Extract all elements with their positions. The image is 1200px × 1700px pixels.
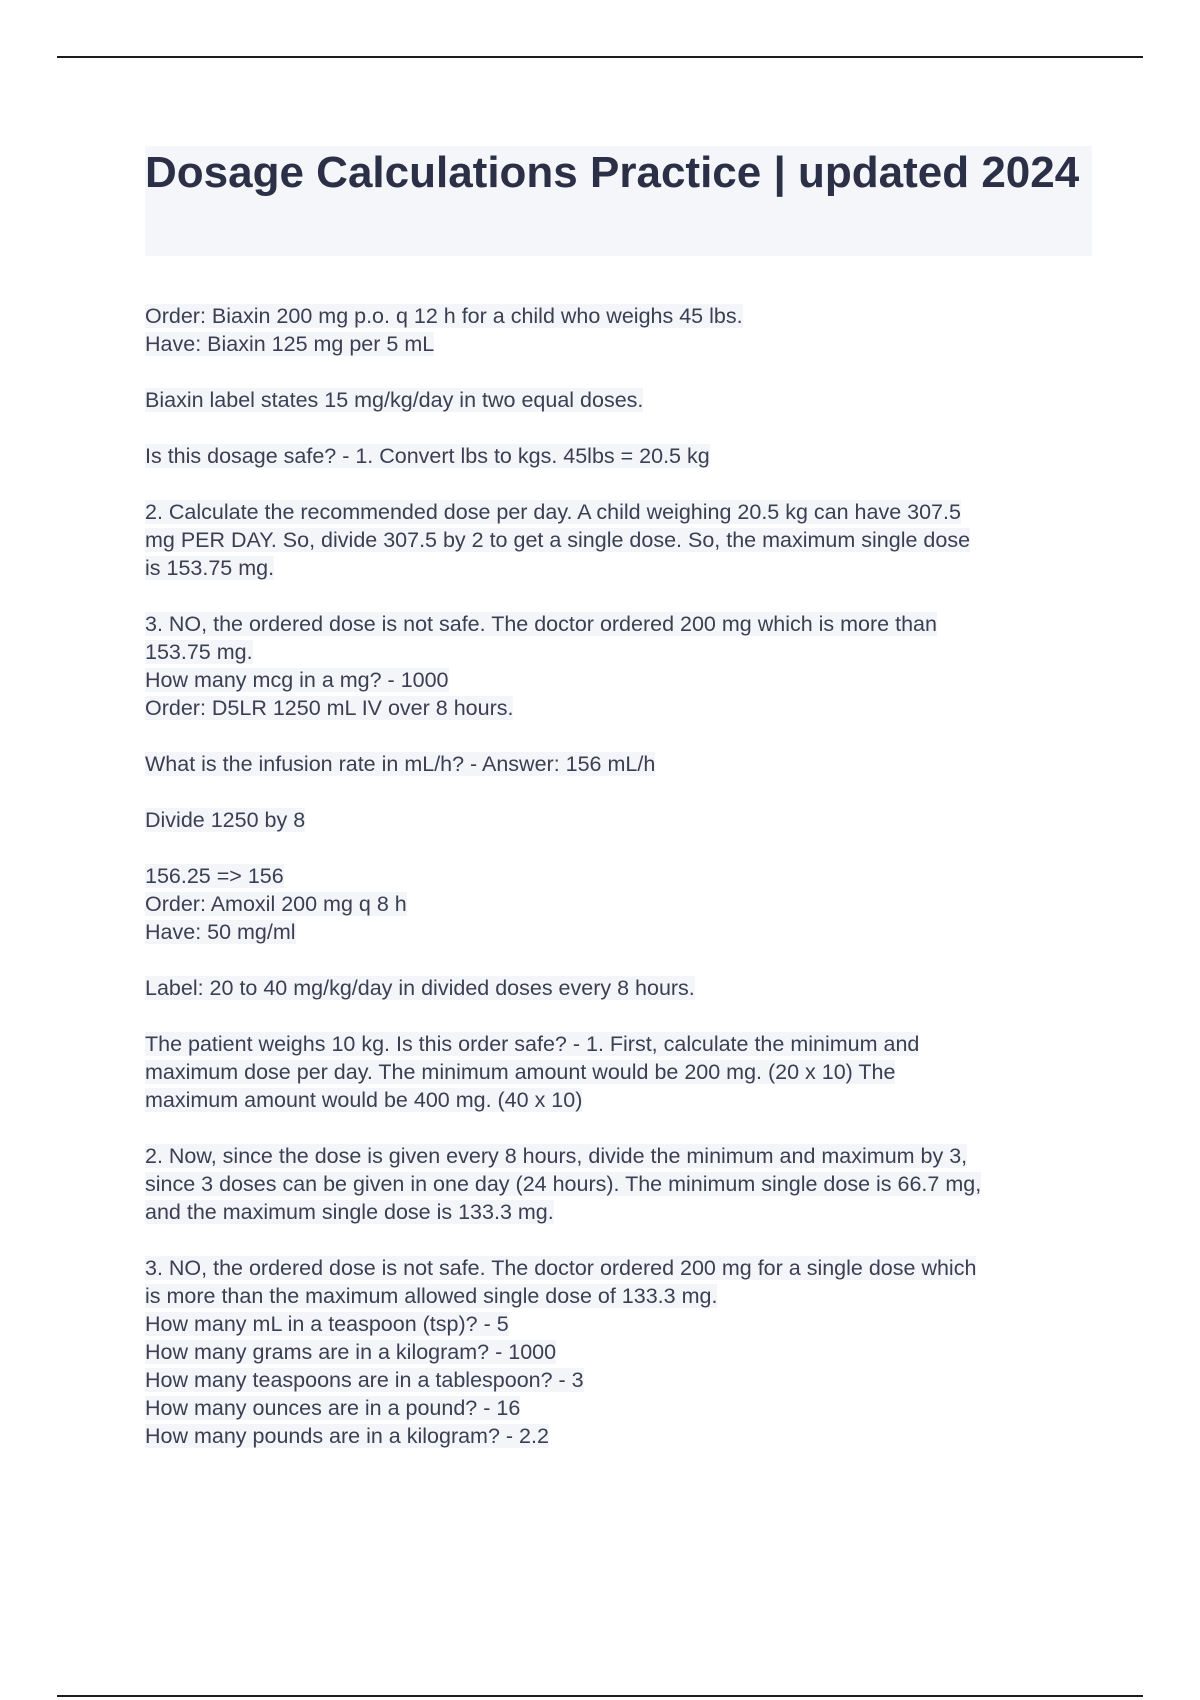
text-line: since 3 doses can be given in one day (24 hours). The minimum single dose is 66.7 mg,: [145, 1172, 982, 1196]
text-line: How many grams are in a kilogram? - 1000: [145, 1340, 557, 1364]
document-body: [145, 302, 1095, 1450]
text-line: Biaxin label states 15 mg/kg/day in two equal doses.: [145, 388, 644, 412]
text-line: mg PER DAY. So, divide 307.5 by 2 to get a single dose. So, the maximum single dose: [145, 528, 971, 552]
text-line: is 153.75 mg.: [145, 556, 275, 580]
text-line: The patient weighs 10 kg. Is this order safe? - 1. First, calculate the minimum and: [145, 1032, 920, 1056]
text-line: 156.25 => 156: [145, 864, 284, 888]
text-line: How many mL in a teaspoon (tsp)? - 5: [145, 1312, 509, 1336]
text-line: Have: 50 mg/ml: [145, 920, 296, 944]
blank-line: [145, 778, 1095, 806]
bottom-rule: [57, 1695, 1143, 1697]
text-line: How many pounds are in a kilogram? - 2.2: [145, 1424, 549, 1448]
text-line: Order: D5LR 1250 mL IV over 8 hours.: [145, 696, 514, 720]
text-line: What is the infusion rate in mL/h? - Answer: 156 mL/h: [145, 752, 656, 776]
text-line: Label: 20 to 40 mg/kg/day in divided doses every 8 hours.: [145, 976, 695, 1000]
text-line: and the maximum single dose is 133.3 mg.: [145, 1200, 554, 1224]
top-rule: [57, 56, 1143, 58]
text-line: Order: Biaxin 200 mg p.o. q 12 h for a child who weighs 45 lbs.: [145, 304, 743, 328]
text-line: 2. Calculate the recommended dose per day. A child weighing 20.5 kg can have 307.5: [145, 500, 961, 524]
text-line: Have: Biaxin 125 mg per 5 mL: [145, 332, 435, 356]
text-line: Divide 1250 by 8: [145, 808, 306, 832]
text-line: is more than the maximum allowed single dose of 133.3 mg.: [145, 1284, 718, 1308]
blank-line: [145, 1002, 1095, 1030]
text-line: maximum dose per day. The minimum amount would be 200 mg. (20 x 10) The: [145, 1060, 896, 1084]
blank-line: [145, 1114, 1095, 1142]
blank-line: [145, 414, 1095, 442]
page-title: Dosage Calculations Practice | updated 2024: [145, 148, 1080, 197]
blank-line: [145, 1226, 1095, 1254]
blank-line: [145, 582, 1095, 610]
blank-line: [145, 722, 1095, 750]
blank-line: [145, 946, 1095, 974]
blank-line: [145, 834, 1095, 862]
blank-line: [145, 470, 1095, 498]
text-line: 3. NO, the ordered dose is not safe. The doctor ordered 200 mg which is more than: [145, 612, 937, 636]
text-line: Order: Amoxil 200 mg q 8 h: [145, 892, 407, 916]
blank-line: [145, 358, 1095, 386]
text-line: maximum amount would be 400 mg. (40 x 10): [145, 1088, 583, 1112]
text-line: 153.75 mg.: [145, 640, 253, 664]
text-line: 2. Now, since the dose is given every 8 hours, divide the minimum and maximum by 3,: [145, 1144, 968, 1168]
text-line: How many teaspoons are in a tablespoon? - 3: [145, 1368, 584, 1392]
text-line: Is this dosage safe? - 1. Convert lbs to kgs. 45lbs = 20.5 kg: [145, 444, 710, 468]
text-line: How many ounces are in a pound? - 16: [145, 1396, 521, 1420]
text-line: 3. NO, the ordered dose is not safe. The doctor ordered 200 mg for a single dose which: [145, 1256, 977, 1280]
text-line: How many mcg in a mg? - 1000: [145, 668, 449, 692]
